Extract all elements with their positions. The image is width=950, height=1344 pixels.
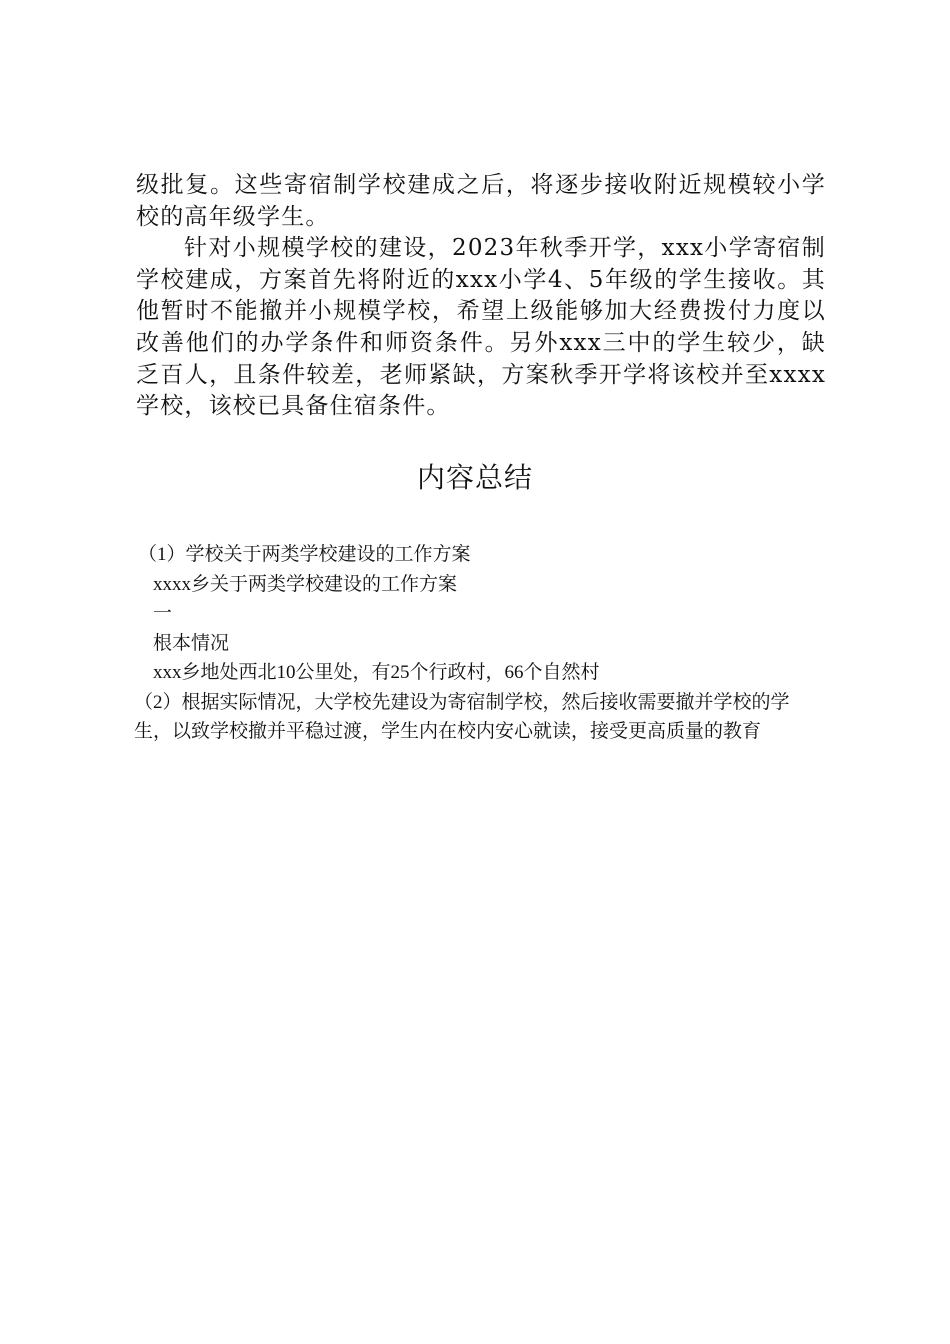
summary-heading: 内容总结	[416, 461, 533, 494]
summary-item-2: （2）根据实际情况，大学校先建设为寄宿制学校，然后接收需要撤并学校的学生，以致学校撤并平稳过渡，学生内在校内安心就读，接受更高质量的教育	[134, 691, 790, 742]
paragraph-small-school-plan: 针对小规模学校的建设，2023年秋季开学，xxx小学寄宿制学校建成，方案首先将附近的xxx小学4、5年级的学生接收。其他暂时不能撤并小规模学校，希望上级能够加大经费拨付力度以改善他们的办学条件和师资条件。另外xxx三中的学生较少，缺乏百人，且条件较差，老师紧缺，方案秋季开学将该校并至xxxx学校，该校已具备住宿条件。	[136, 235, 826, 420]
paragraph-continuation: 级批复。这些寄宿制学校建成之后，将逐步接收附近规模较小学校的高年级学生。	[136, 172, 826, 230]
summary-item-1-line: 一	[153, 603, 173, 624]
summary-item-1-line: 根本情况	[153, 632, 230, 654]
summary-item-1: （1）学校关于两类学校建设的工作方案	[138, 544, 471, 565]
body-text	[136, 170, 826, 423]
summary-item-1-line: xxxx乡关于两类学校建设的工作方案	[153, 573, 458, 595]
summary-section	[134, 540, 826, 747]
summary-item-1-line: xxx乡地处西北10公里处，有25个行政村，66个自然村	[153, 662, 600, 683]
